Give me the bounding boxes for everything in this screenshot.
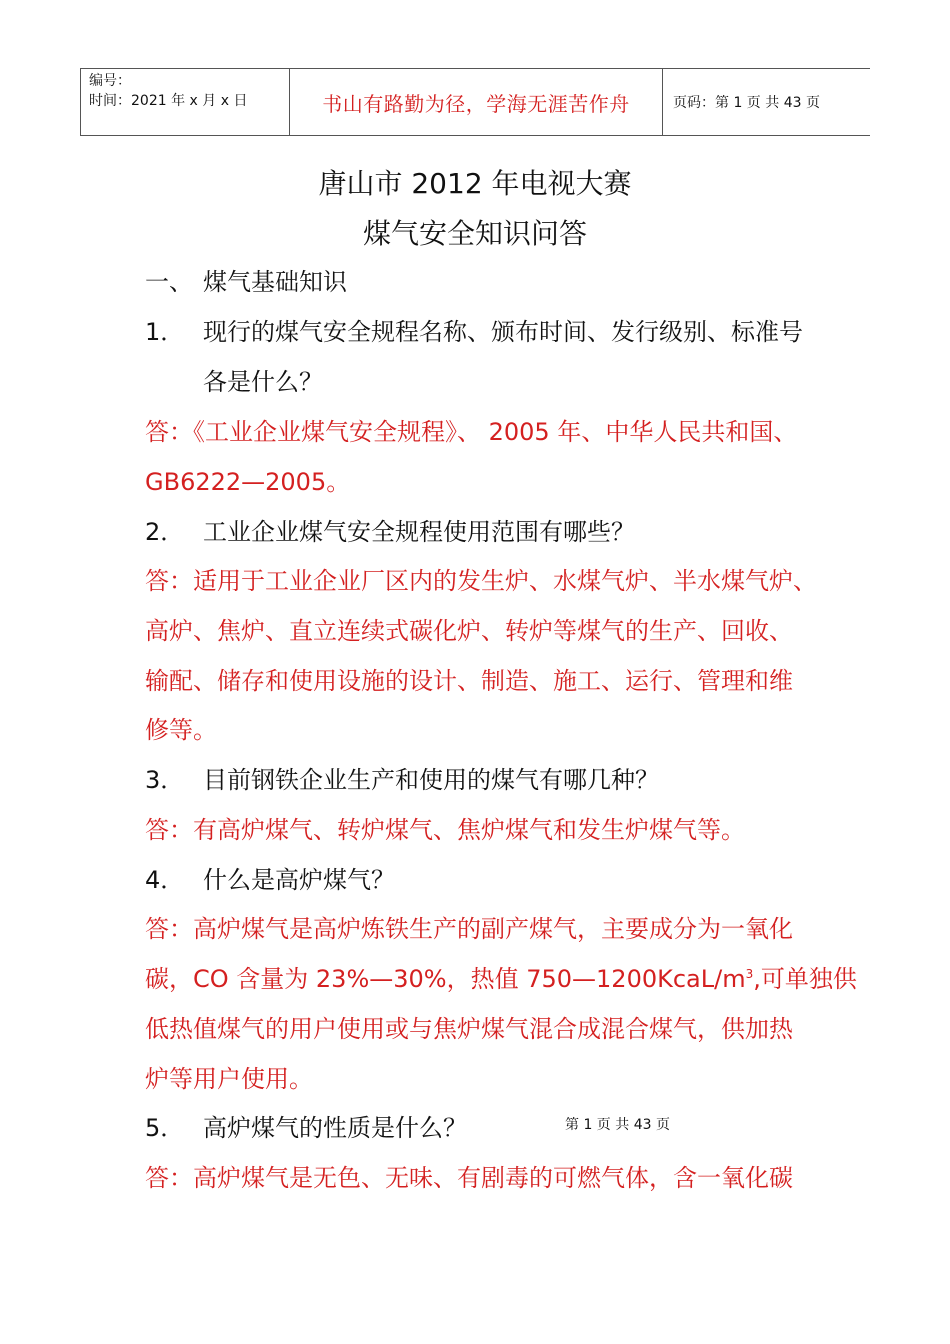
question-text: 什么是高炉煤气？	[203, 866, 395, 894]
question-1-cont: 各是什么？	[203, 368, 323, 396]
header-table	[80, 68, 870, 136]
header-meta-cell	[81, 69, 290, 136]
answer-1-line: GB6222—2005。	[145, 468, 351, 496]
question-text: 工业企业煤气安全规程使用范围有哪些？	[203, 518, 635, 546]
question-text: 现行的煤气安全规程名称、颁布时间、发行级别、标准号	[203, 318, 803, 346]
header-motto-cell	[290, 69, 663, 136]
superscript: 3	[745, 967, 754, 981]
question-number: 4．	[145, 866, 185, 894]
time-label: 时间：2021 年 x 月 x 日	[89, 93, 248, 109]
answer-2-line: 输配、储存和使用设施的设计、制造、施工、运行、管理和维	[145, 667, 793, 695]
document-subtitle: 煤气安全知识问答	[362, 217, 587, 250]
question-text: 高炉煤气的性质是什么？	[203, 1114, 467, 1142]
question-text: 目前钢铁企业生产和使用的煤气有哪几种？	[203, 766, 659, 794]
section-number: 一、	[145, 268, 193, 296]
header-page-cell	[663, 69, 871, 136]
motto: 书山有路勤为径，学海无涯苦作舟	[322, 91, 630, 116]
answer-4-line: 低热值煤气的用户使用或与焦炉煤气混合成混合煤气，供加热	[145, 1015, 793, 1043]
question-number: 1．	[145, 318, 185, 346]
section-heading	[145, 266, 347, 298]
answer-text: 碳，CO 含量为 23%—30%，热值 750—1200KcaL/m	[145, 965, 746, 993]
footer-page-number: 第 1 页 共 43 页	[565, 1117, 670, 1133]
answer-1-line: 答：《工业企业煤气安全规程》、 2005 年、中华人民共和国、	[145, 418, 798, 446]
answer-2-line: 答：适用于工业企业厂区内的发生炉、水煤气炉、半水煤气炉、	[145, 567, 817, 595]
question-number: 2．	[145, 518, 185, 546]
answer-4-line: 答：高炉煤气是高炉炼铁生产的副产煤气，主要成分为一氧化	[145, 915, 793, 943]
serial-label: 编号：	[89, 73, 131, 89]
document-title: 唐山市 2012 年电视大赛	[318, 167, 632, 200]
answer-text: ,可单独供	[753, 965, 857, 993]
question-4	[145, 864, 395, 896]
question-number: 3．	[145, 766, 185, 794]
answer-4-line: 炉等用户使用。	[145, 1065, 313, 1093]
answer-2-line: 修等。	[145, 716, 217, 744]
answer-2-line: 高炉、焦炉、直立连续式碳化炉、转炉等煤气的生产、回收、	[145, 617, 793, 645]
question-3	[145, 764, 659, 796]
question-number: 5．	[145, 1114, 185, 1142]
answer-4-line	[145, 963, 857, 995]
section-title: 煤气基础知识	[203, 268, 347, 296]
question-1	[145, 316, 803, 348]
question-2	[145, 516, 635, 548]
answer-5-line: 答：高炉煤气是无色、无味、有剧毒的可燃气体，含一氧化碳	[145, 1164, 793, 1192]
question-5	[145, 1112, 467, 1144]
header-page-info: 页码：第 1 页 共 43 页	[673, 95, 820, 111]
answer-3-line: 答：有高炉煤气、转炉煤气、焦炉煤气和发生炉煤气等。	[145, 816, 745, 844]
